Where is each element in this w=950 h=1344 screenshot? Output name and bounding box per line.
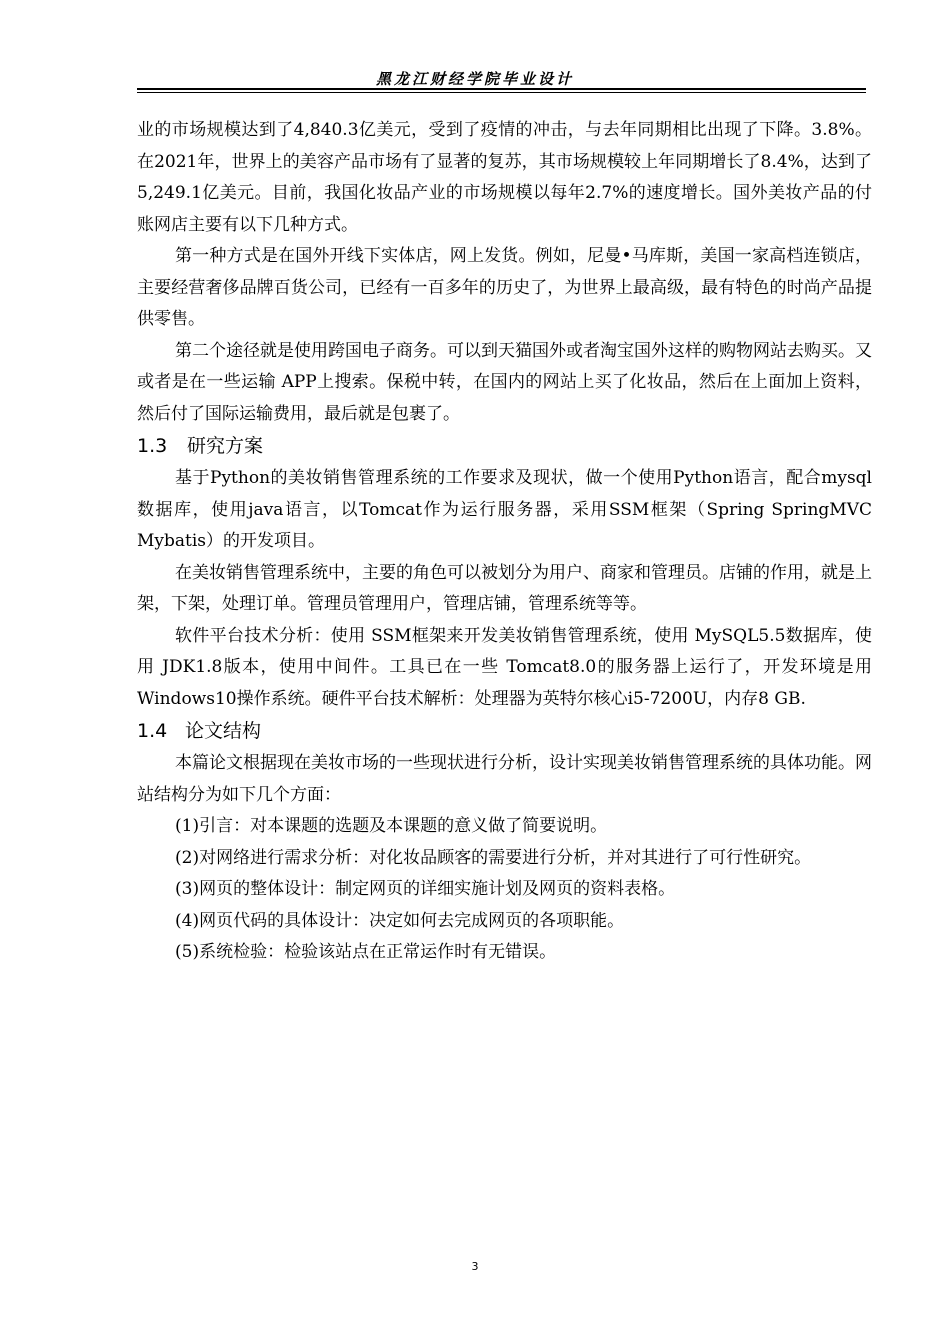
section-heading-1-4 (137, 715, 872, 748)
paragraph-tech-analysis: 软件平台技术分析：使用 SSM框架来开发美妆销售管理系统，使用 MySQL5.5数据库，使用 JDK1.8版本，使用中间件。工具已在一些 Tomcat8.0的服务器上运行了，开发环境是用Windows10操作系统。硬件平台技术解析：处理器为英特尔核心i5-7200U，内存8 GB. (137, 625, 872, 709)
section-title: 论文结构 (185, 720, 262, 742)
list-item-introduction: (1)引言：对本课题的选题及本课题的意义做了简要说明。 (175, 816, 608, 836)
page-number: 3 (471, 1260, 479, 1273)
paragraph-cross-border: 第二个途径就是使用跨国电子商务。可以到天猫国外或者淘宝国外这样的购物网站去购买。又或者是在一些运输 APP上搜索。保税中转，在国内的网站上买了化妆品，然后在上面加上资料，然后付了国际运输费用，最后就是包裹了。 (137, 340, 872, 424)
list-item-code-design: (4)网页代码的具体设计：决定如何去完成网页的各项职能。 (175, 910, 625, 931)
header-rule-thick (137, 88, 866, 90)
section-number: 1.4 (137, 720, 168, 742)
list-item-requirements: (2)对网络进行需求分析：对化妆品顾客的需要进行分析，并对其进行了可行性研究。 (175, 847, 812, 868)
paragraph-structure-intro: 本篇论文根据现在美妆市场的一些现状进行分析，设计实现美妆销售管理系统的具体功能。网站结构分为如下几个方面： (137, 753, 872, 805)
section-heading-1-3 (137, 430, 872, 463)
page-header-title: 黑龙江财经学院毕业设计 (375, 70, 574, 88)
paragraph-market-size: 业的市场规模达到了4,840.3亿美元，受到了疫情的冲击，与去年同期相比出现了下降。3.8%。在2021年，世界上的美容产品市场有了显著的复苏，其市场规模较上年同期增长了8.4%，达到了5,249.1亿美元。目前，我国化妆品产业的市场规模以每年2.7%的速度增长。国外美妆产品的付账网店主要有以下几种方式。 (137, 120, 872, 235)
document-body (137, 115, 872, 969)
list-item-overall-design: (3)网页的整体设计：制定网页的详细实施计划及网页的资料表格。 (175, 879, 676, 899)
paragraph-roles: 在美妆销售管理系统中，主要的角色可以被划分为用户、商家和管理员。店铺的作用，就是上架，下架，处理订单。管理员管理用户，管理店铺，管理系统等等。 (137, 562, 872, 614)
section-number: 1.3 (137, 435, 168, 457)
header-rule-thin (137, 92, 866, 93)
paragraph-offline-store: 第一种方式是在国外开线下实体店，网上发货。例如，尼曼•马库斯，美国一家高档连锁店，主要经营奢侈品牌百货公司，已经有一百多年的历史了，为世界上最高级，最有特色的时尚产品提供零售。 (137, 246, 872, 329)
paragraph-research-plan: 基于Python的美妆销售管理系统的工作要求及现状，做一个使用Python语言，配合mysql数据库，使用java语言，以Tomcat作为运行服务器，采用SSM框架（Spring SpringMVC Mybatis）的开发项目。 (137, 468, 872, 551)
section-title: 研究方案 (187, 435, 264, 457)
list-item-system-test: (5)系统检验：检验该站点在正常运作时有无错误。 (175, 942, 557, 962)
